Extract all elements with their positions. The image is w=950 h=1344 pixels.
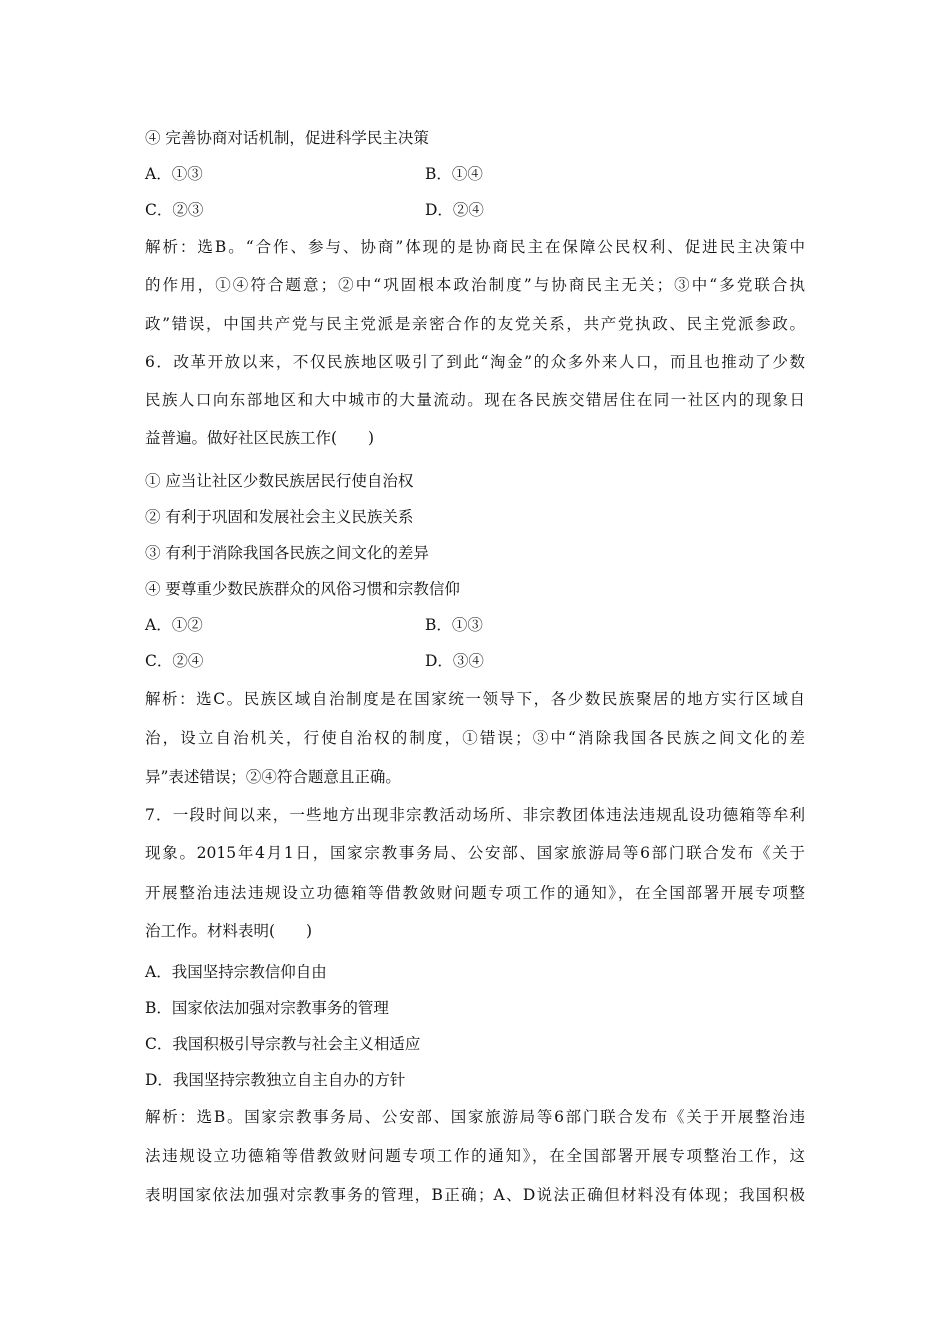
question-6-line: 益普遍。做好社区民族工作( ) (145, 429, 375, 447)
question-7-line: 治工作。材料表明( ) (145, 922, 313, 940)
question-7-line: 现象。2015年4月1日，国家宗教事务局、公安部、国家旅游局等6部门联合发布《关于 (145, 844, 805, 862)
choice-b: B．①③ (425, 616, 483, 634)
option-line-4: ④ 完善协商对话机制，促进科学民主决策 (145, 129, 429, 147)
choice-a: A．我国坚持宗教信仰自由 (145, 963, 327, 981)
question-6-line: 民族人口向东部地区和大中城市的大量流动。现在各民族交错居住在同一社区内的现象日 (145, 391, 805, 409)
analysis-line: 政”错误，中国共产党与民主党派是亲密合作的友党关系，共产党执政、民主党派参政。 (145, 315, 805, 333)
analysis-line: 解析：选B。“合作、参与、协商”体现的是协商民主在保障公民权利、促进民主决策中 (145, 238, 805, 256)
question-7-line: 开展整治违法违规设立功德箱等借教敛财问题专项工作的通知》，在全国部署开展专项整 (145, 884, 805, 902)
analysis-line: 解析：选B。国家宗教事务局、公安部、国家旅游局等6部门联合发布《关于开展整治违 (145, 1108, 805, 1126)
analysis-line: 法违规设立功德箱等借教敛财问题专项工作的通知》，在全国部署开展专项整治工作，这 (145, 1147, 805, 1165)
choice-d: D．我国坚持宗教独立自主自办的方针 (145, 1071, 406, 1089)
choice-c: C．②④ (145, 652, 204, 670)
choice-a: A．①② (145, 616, 203, 634)
option-line-3: ③ 有利于消除我国各民族之间文化的差异 (145, 544, 429, 562)
analysis-line: 治，设立自治机关，行使自治权的制度，①错误；③中“消除我国各民族之间文化的差 (145, 729, 805, 747)
choice-d: D．②④ (425, 201, 484, 219)
question-7-line: 7．一段时间以来，一些地方出现非宗教活动场所、非宗教团体违法违规乱设功德箱等牟利 (145, 806, 805, 824)
analysis-line: 异”表述错误；②④符合题意且正确。 (145, 768, 401, 786)
option-line-4: ④ 要尊重少数民族群众的风俗习惯和宗教信仰 (145, 580, 460, 598)
analysis-line: 的作用，①④符合题意；②中“巩固根本政治制度”与协商民主无关；③中“多党联合执 (145, 276, 805, 294)
analysis-line: 表明国家依法加强对宗教事务的管理，B正确；A、D说法正确但材料没有体现；我国积极 (145, 1186, 805, 1204)
analysis-line: 解析：选C。民族区域自治制度是在国家统一领导下，各少数民族聚居的地方实行区域自 (145, 690, 805, 708)
choice-a: A．①③ (145, 165, 203, 183)
choice-c: C．我国积极引导宗教与社会主义相适应 (145, 1035, 421, 1053)
option-line-2: ② 有利于巩固和发展社会主义民族关系 (145, 508, 414, 526)
choice-c: C．②③ (145, 201, 204, 219)
choice-b: B．①④ (425, 165, 483, 183)
option-line-1: ① 应当让社区少数民族居民行使自治权 (145, 472, 414, 490)
choice-b: B．国家依法加强对宗教事务的管理 (145, 999, 389, 1017)
choice-d: D．③④ (425, 652, 484, 670)
question-6-line: 6．改革开放以来，不仅民族地区吸引了到此“淘金”的众多外来人口，而且也推动了少数 (145, 353, 805, 371)
